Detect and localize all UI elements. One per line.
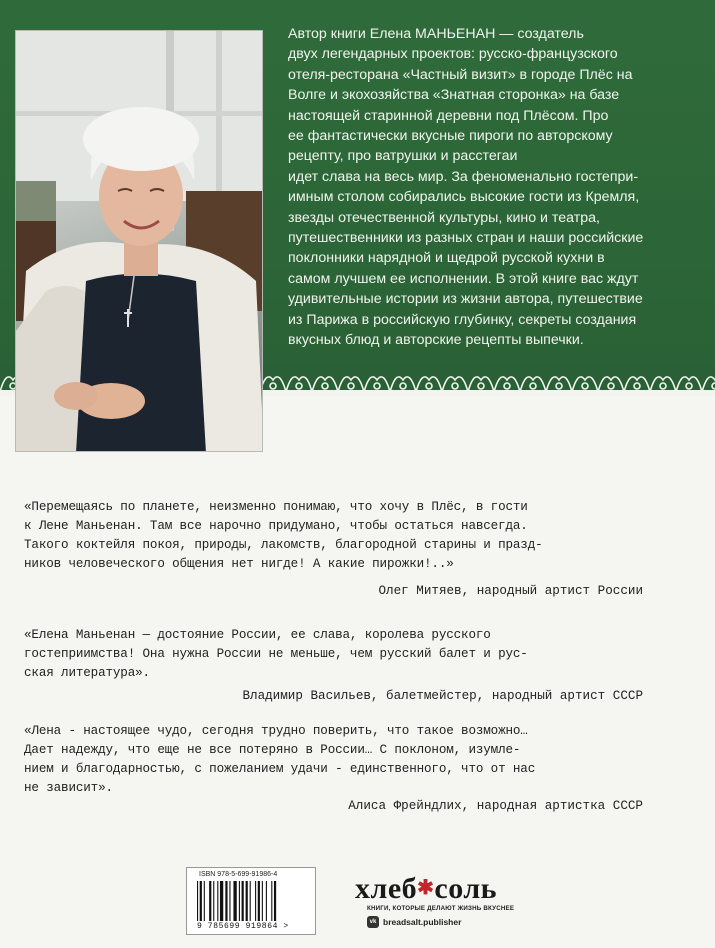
author-bio: Автор книги Елена МАНЬЕНАН — создатель двух легендарных проектов: русско-французского отеля-ресторана «Частный визит» в городе Плёс на Волге и экохозяйства «Знатная сторонка» на базе настоящей старинной деревни под Плёсом. Про ее фантастически вкусные пироги по авторскому рецепту, про ватрушки и расстегаи идет слава на весь мир. За феноменально гостепри- имным столом собирались высокие гости из Кремля, звезды отечественной культуры, кино и театра, путешественники из разных стран и наши российские поклонники нарядной и щедрой русской кухни в самом лучшем ее исполнении. В этой книге вас ждут удивительные истории из жизни автора, путешествие из Парижа в российскую глубинку, секреты создания вкусных блюд и авторские рецепты выпечки. [288, 26, 644, 349]
quote-2-author: Владимир Васильев, балетмейстер, народный артист СССР [242, 689, 643, 703]
quote-3-author: Алиса Фрейндлих, народная артистка СССР [348, 799, 643, 813]
quote-3: «Лена - настоящее чудо, сегодня трудно поверить, что такое возможно… Дает надежду, что еще не все потеряно в России… С поклоном, изумле- нием и благодарностью, с пожеланием удачи - единственного, что от нас не зависит». [24, 724, 536, 795]
barcode-number: 9 785699 919864 > [197, 922, 289, 931]
publisher-logo [355, 874, 525, 903]
logo-star-icon: ✱ [417, 877, 435, 899]
publisher-social [367, 916, 525, 928]
quote-2: «Елена Маньенан — достояние России, ее слава, королева русского гостеприимства! Она нужна России не меньше, чем русский балет и рус- ская литература». [24, 628, 528, 680]
publisher-block [345, 874, 525, 928]
quote-1-author: Олег Митяев, народный артист России [378, 584, 643, 598]
isbn-label: ISBN 978-5-699-91986-4 [199, 871, 278, 878]
author-photo [15, 30, 263, 452]
logo-left: хлеб [355, 872, 418, 905]
quote-1: «Перемещаясь по планете, неизменно понимаю, что хочу в Плёс, в гости к Лене Маньенан. Там все нарочно придумано, чтобы остаться навсегда. Такого коктейля покоя, природы, лакомств, благородной старины и празд- ников человеческого общения нет нигде! А какие пирожки!..» [24, 500, 543, 571]
vk-icon: vk [367, 916, 379, 928]
barcode-bars [197, 881, 307, 921]
publisher-tagline: КНИГИ, КОТОРЫЕ ДЕЛАЮТ ЖИЗНЬ ВКУСНЕЕ [367, 905, 515, 912]
publisher-social-handle: breadsalt.publisher [383, 917, 462, 927]
barcode [186, 867, 316, 935]
logo-right: соль [434, 872, 498, 905]
